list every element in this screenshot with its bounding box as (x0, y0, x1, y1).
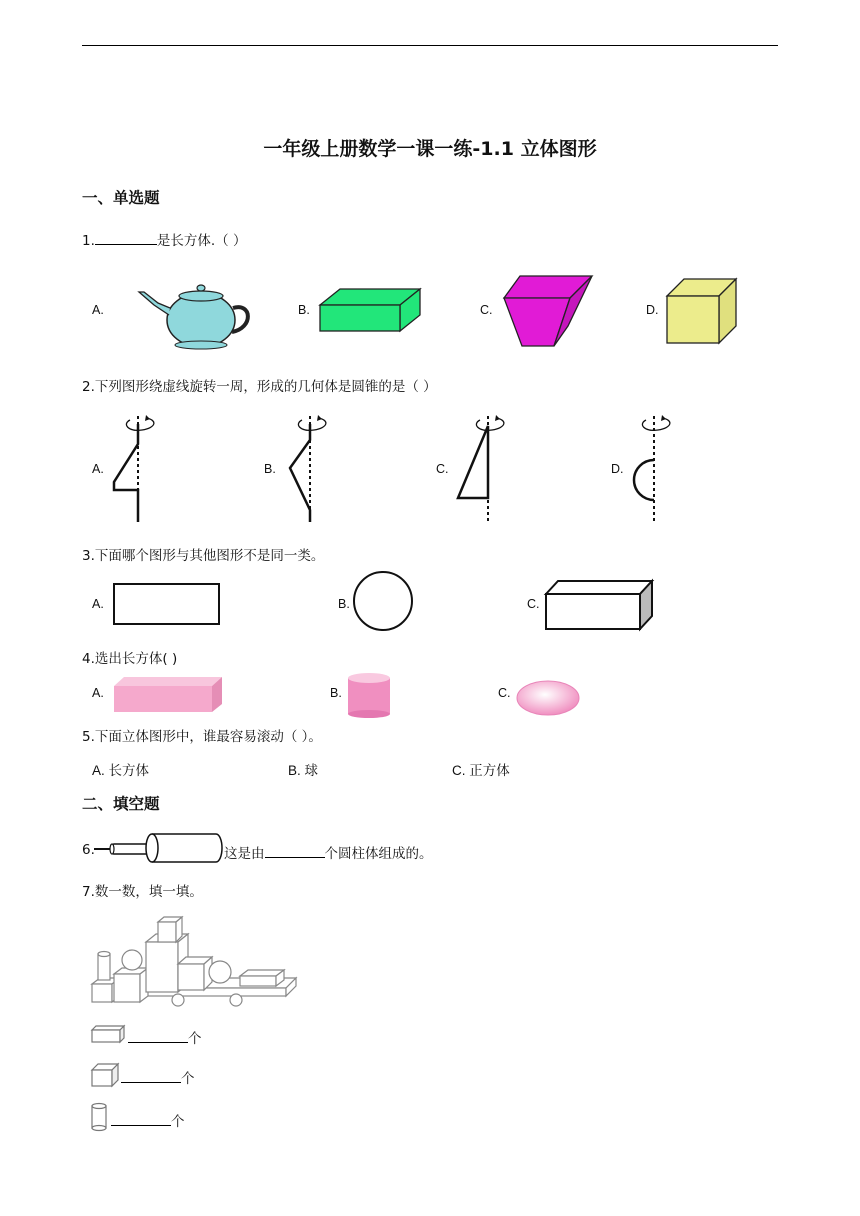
q3-option-a-label: A. (92, 597, 104, 611)
q3-option-c-label: C. (527, 597, 540, 611)
q4-option-c-label: C. (498, 686, 511, 700)
header-rule (82, 45, 778, 46)
cube-icon (90, 1062, 120, 1088)
q5-option-a[interactable]: A. 长方体 (92, 763, 150, 778)
answer-blank (265, 844, 325, 858)
question-1-text: 是长方体.（ ） (156, 233, 247, 249)
rotation-figure-d[interactable] (626, 410, 686, 526)
teapot-icon[interactable] (134, 270, 254, 352)
answer-blank (95, 231, 157, 245)
page-title: 一年级上册数学一课一练-1.1 立体图形 (263, 138, 597, 160)
q3-option-b-label: B. (338, 597, 350, 611)
answer-blank (121, 1069, 181, 1083)
rolling-pin-icon (92, 832, 224, 864)
green-cuboid-icon[interactable] (316, 285, 424, 335)
cuboid-outline-shape[interactable] (544, 578, 656, 632)
question-6-text (224, 842, 433, 862)
pink-cylinder-icon[interactable] (346, 672, 392, 718)
question-1 (82, 229, 246, 249)
question-7: 7.数一数，填一填。 (82, 884, 203, 900)
rectangle-shape[interactable] (112, 582, 222, 626)
q7-row-cuboid (128, 1027, 202, 1047)
question-2: 2.下列图形绕虚线旋转一周，形成的几何体是圆锥的是（ ） (82, 379, 437, 395)
q4-option-a-label: A. (92, 686, 104, 700)
q4-option-b-label: B. (330, 686, 342, 700)
rotation-figure-b[interactable] (282, 410, 342, 526)
rotation-figure-a[interactable] (108, 410, 168, 526)
unit-label: 个 (181, 1071, 195, 1087)
question-3: 3.下面哪个图形与其他图形不是同一类。 (82, 548, 325, 564)
q7-row-cube (121, 1067, 195, 1087)
q2-option-b-label: B. (264, 462, 276, 476)
question-6-number: 6. (82, 842, 95, 858)
answer-blank (128, 1029, 188, 1043)
q2-option-d-label: D. (611, 462, 624, 476)
block-train-picture (90, 912, 302, 1010)
rotation-figure-c[interactable] (452, 410, 518, 526)
q7-row-cylinder (111, 1110, 185, 1130)
magenta-frustum-icon[interactable] (496, 268, 602, 354)
q2-option-c-label: C. (436, 462, 449, 476)
pink-ellipsoid-icon[interactable] (515, 678, 583, 718)
question-6-text-after: 个圆柱体组成的。 (324, 846, 433, 862)
yellow-cube-icon[interactable] (664, 276, 740, 346)
answer-blank (111, 1112, 171, 1126)
q1-option-d-label: D. (646, 303, 659, 317)
q1-option-c-label: C. (480, 303, 493, 317)
q2-option-a-label: A. (92, 462, 104, 476)
unit-label: 个 (171, 1114, 185, 1130)
question-5: 5.下面立体图形中，谁最容易滚动（ ）。 (82, 729, 322, 745)
q5-option-b[interactable]: B. 球 (288, 763, 319, 778)
section-heading-fill-in: 二、填空题 (82, 795, 160, 813)
question-4: 4.选出长方体( ) (82, 651, 178, 667)
cylinder-icon (90, 1102, 110, 1132)
section-heading-single-choice: 一、单选题 (82, 189, 160, 207)
cuboid-icon (90, 1024, 126, 1044)
q1-option-a-label: A. (92, 303, 104, 317)
unit-label: 个 (188, 1031, 202, 1047)
circle-shape[interactable] (352, 570, 416, 634)
q1-option-b-label: B. (298, 303, 310, 317)
pink-cuboid-icon[interactable] (112, 674, 226, 714)
question-1-number: 1. (82, 233, 95, 249)
q5-option-c[interactable]: C. 正方体 (452, 763, 510, 778)
question-6-text-before: 这是由 (224, 846, 265, 862)
